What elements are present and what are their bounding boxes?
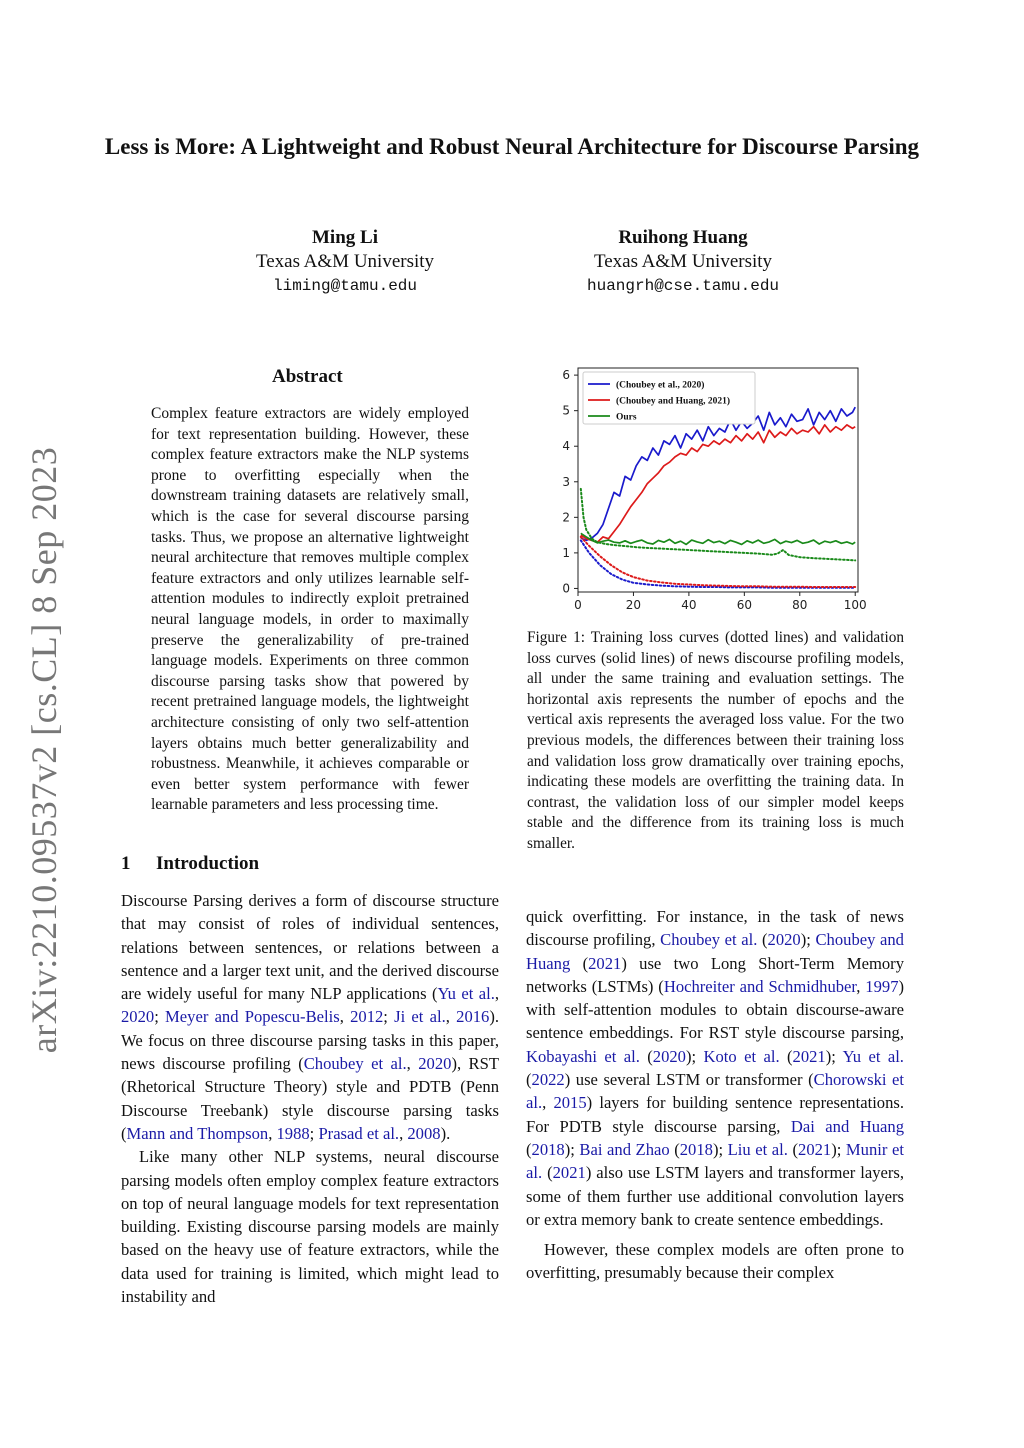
text-run: );	[685, 1046, 704, 1066]
citation-link[interactable]: Liu et al.	[727, 1139, 788, 1159]
text-run: (	[526, 1139, 532, 1159]
text-run: (	[639, 1046, 653, 1066]
citation-link[interactable]: 2012	[350, 1007, 384, 1027]
author-block-2	[533, 226, 833, 298]
legend-label: (Choubey and Huang, 2021)	[616, 396, 731, 407]
text-run: );	[800, 930, 816, 950]
x-tick-label: 20	[625, 598, 642, 612]
citation-link[interactable]: Dai and Huang	[790, 1116, 904, 1136]
y-tick-label: 6	[562, 368, 570, 383]
citation-link[interactable]: 2021	[552, 1163, 586, 1183]
citation-link[interactable]: Koto et al.	[703, 1046, 780, 1066]
citation-link[interactable]: 2015	[553, 1093, 587, 1113]
text-run: ,	[268, 1123, 277, 1143]
section-number: 1	[121, 853, 131, 874]
text-run: However, these complex models are often prone to overfitting, presumably because their complex	[526, 1240, 904, 1283]
citation-link[interactable]: 1997	[865, 976, 899, 996]
abstract-heading: Abstract	[272, 366, 343, 387]
y-tick-label: 5	[562, 403, 570, 418]
author-email: huangrh@cse.tamu.edu	[586, 277, 780, 295]
text-run: );	[825, 1046, 843, 1066]
citation-link[interactable]: Meyer and Popescu-Belis	[165, 1007, 340, 1027]
text-run: (	[779, 1046, 793, 1066]
text-run: ,	[494, 984, 499, 1004]
author-affiliation: Texas A&M University	[593, 251, 773, 272]
citation-link[interactable]: Bai and Zhao	[579, 1139, 670, 1159]
x-tick-label: 80	[792, 598, 808, 612]
citation-link[interactable]: 1988	[276, 1123, 310, 1143]
text-run: ) layers for building sentence representations. For PDTB style discourse parsing,	[526, 1093, 905, 1136]
right-column-body	[526, 905, 904, 1285]
text-run: quick overfitting. For instance, in the task of news discourse profiling,	[526, 907, 904, 950]
legend-label: (Choubey et al., 2020)	[616, 380, 705, 391]
text-run: (	[570, 953, 589, 973]
author-name: Ruihong Huang	[618, 227, 748, 248]
y-tick-label: 3	[562, 474, 570, 489]
text-run: ;	[309, 1123, 319, 1143]
text-run: ;	[154, 1007, 166, 1027]
citation-link[interactable]: 2021	[792, 1046, 826, 1066]
left-column-body	[121, 889, 499, 1308]
citation-link[interactable]: 2008	[407, 1123, 441, 1143]
citation-link[interactable]: Choubey and Huang	[526, 930, 904, 973]
text-run: );	[564, 1139, 580, 1159]
text-run: ).	[440, 1123, 451, 1143]
citation-link[interactable]: Mann and Thompson	[126, 1123, 269, 1143]
author-name: Ming Li	[312, 227, 378, 248]
text-run: ) with self-attention modules to obtain discourse-aware sentence embeddings. For RST style discourse parsing,	[526, 976, 905, 1043]
text-run: ), RST (Rhetorical Structure Theory) style and PDTB (Penn Discourse Treebank) style discourse parsing tasks (	[121, 1054, 499, 1143]
x-tick-label: 60	[736, 598, 752, 612]
author-block-1	[195, 226, 495, 298]
section-heading-introduction	[121, 853, 259, 875]
citation-link[interactable]: 2020	[652, 1046, 686, 1066]
y-tick-label: 1	[562, 545, 570, 560]
text-run: ) use several LSTM or transformer (	[564, 1070, 814, 1090]
citation-link[interactable]: Ji et al.	[394, 1007, 446, 1027]
text-run: ) also use LSTM layers and transformer layers, some of them further use additional convolution layers or extra memory bank to create sentence embeddings.	[526, 1163, 904, 1229]
citation-link[interactable]: Choubey et al.	[303, 1054, 407, 1074]
abstract-body: Complex feature extractors are widely employed for text representation building. However, these complex feature extractors make the NLP systems prone to overfitting especially when the downstream training datasets are relatively small, which is the case for several discourse parsing tasks. Thus, we propose an alternative lightweight neural architecture that removes multiple complex feature extractors and only utilizes learnable self-attention modules to indirectly exploit pretrained neural language models, in order to maximally preserve the generalizability of pre-trained language models. Experiments on three common discourse parsing tasks show that powered by recent pretrained language models, the lightweight architecture consisting of only two self-attention layers obtains much better generalizability and robustness. Meanwhile, it achieves comparable or even better system performance with fewer learnable parameters and less processing time.	[151, 405, 469, 814]
arxiv-watermark	[5, 446, 83, 1054]
y-tick-label: 2	[562, 510, 570, 525]
citation-link[interactable]: Prasad et al.	[318, 1123, 400, 1143]
text-run: ;	[383, 1007, 395, 1027]
citation-link[interactable]: 2016	[456, 1007, 490, 1027]
citation-link[interactable]: Munir et al.	[526, 1139, 904, 1183]
legend-label: Ours	[616, 412, 637, 423]
text-run: ,	[339, 1007, 351, 1027]
citation-link[interactable]: 2018	[531, 1139, 565, 1159]
y-tick-label: 0	[562, 581, 570, 596]
citation-link[interactable]: 2020	[121, 1007, 155, 1027]
citation-link[interactable]: Yu et al.	[842, 1046, 904, 1066]
citation-link[interactable]: 2022	[531, 1070, 565, 1090]
figure-1-caption: Figure 1: Training loss curves (dotted lines) and validation loss curves (solid lines) of news discourse profiling models, all under the same training and evaluation settings. The horizontal axis represents the number of epochs and the vertical axis represents the averaged loss value. For the two previous models, the differences between their training loss and validation loss grow dramatically over training epochs, indicating these models are overfitting the training data. In contrast, the validation loss of our simpler model keeps stable and the difference from its training loss is much smaller.	[527, 629, 904, 852]
y-tick-label: 4	[562, 439, 570, 454]
text-run: );	[712, 1139, 728, 1159]
intro-paragraph-1	[121, 889, 499, 1145]
citation-link[interactable]: Choubey et al.	[660, 930, 758, 950]
intro-paragraph-3	[526, 905, 904, 1231]
citation-link[interactable]: Yu et al.	[437, 984, 495, 1004]
citation-link[interactable]: 2020	[418, 1054, 452, 1074]
figure-1-loss-chart	[548, 364, 878, 618]
text-run: ) use two Long Short-Term Memory networks (LSTMs) (	[526, 953, 904, 996]
paper-title: Less is More: A Lightweight and Robust Neural Architecture for Discourse Parsing	[104, 134, 920, 159]
author-affiliation: Texas A&M University	[255, 251, 435, 272]
text-run: (	[542, 1163, 553, 1183]
text-run: (	[669, 1139, 680, 1159]
intro-paragraph-4	[526, 1238, 904, 1285]
intro-paragraph-2	[121, 1145, 499, 1308]
text-run: ). We focus on three discourse parsing tasks in this paper, news discourse profiling (	[121, 1007, 500, 1074]
text-run: ,	[856, 976, 866, 996]
text-run: Like many other NLP systems, neural discourse parsing models often employ complex feature extractors on top of neural language models for text representation building. Existing discourse parsing models are mainly based on the heavy use of feature extractors, while the data used for training is limited, which might lead to instability and	[121, 1147, 499, 1307]
citation-link[interactable]: 2018	[679, 1139, 713, 1159]
citation-link[interactable]: Chorowski et al.	[526, 1070, 904, 1113]
text-run: (	[787, 1139, 799, 1159]
x-tick-label: 100	[843, 598, 867, 612]
citation-link[interactable]: 2020	[767, 930, 801, 950]
section-title: Introduction	[156, 853, 260, 874]
citation-link[interactable]: 2021	[588, 953, 622, 973]
text-run: );	[831, 1139, 846, 1159]
x-tick-label: 0	[574, 598, 582, 612]
text-run: Discourse Parsing derives a form of discourse structure that may consist of roles of individual sentences, relations between sentences, or relations between a sentence and a larger text unit, and the derived discourse are widely useful for many NLP applications (	[121, 891, 499, 1004]
x-tick-label: 40	[681, 598, 697, 612]
citation-link[interactable]: 2021	[798, 1139, 832, 1159]
text-run: (	[757, 930, 768, 950]
author-email: liming@tamu.edu	[272, 277, 418, 295]
arxiv-id: arXiv:2210.09537v2 [cs.CL] 8 Sep 2023	[24, 446, 64, 1054]
citation-link[interactable]: Kobayashi et al.	[526, 1046, 640, 1066]
text-run: ,	[542, 1093, 554, 1113]
text-run: (	[526, 1070, 532, 1090]
text-run: ,	[445, 1007, 457, 1027]
text-run: ,	[406, 1054, 419, 1074]
text-run: ,	[399, 1123, 408, 1143]
citation-link[interactable]: Hochreiter and Schmidhuber	[663, 976, 857, 996]
